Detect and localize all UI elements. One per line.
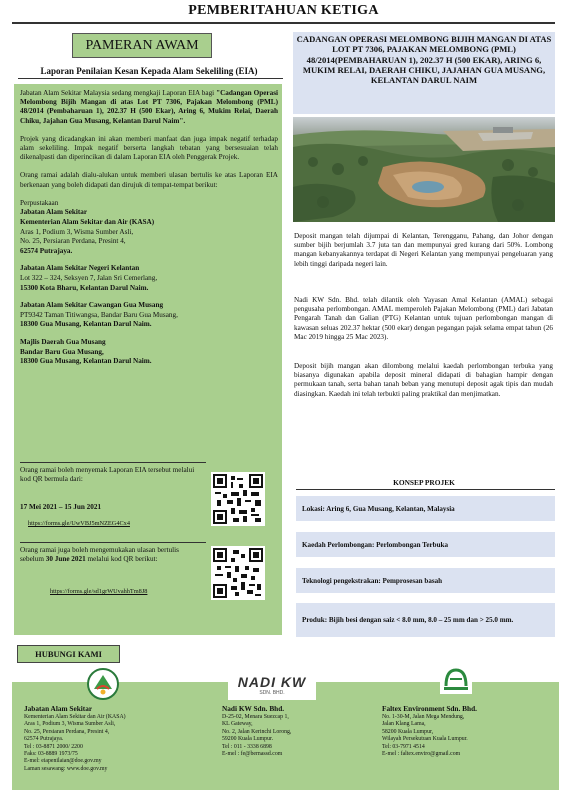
address-line: Majlis Daerah Gua Musang [20,337,106,346]
contact-line: E-mel : fe@bernassd.com [222,751,283,758]
left-info-panel [14,84,282,635]
qr2-deadline: 30 June 2021 [45,555,86,564]
hubungi-kami-heading: HUBUNGI KAMI [17,645,120,663]
address-line: 15300 Kota Bharu, Kelantan Darul Naim. [20,283,149,292]
contact-name: Nadi KW Sdn. Bhd. [222,704,285,713]
contact-jas [24,704,194,773]
project-title: CADANGAN OPERASI MELOMBONG BIJIH MANGAN DI ATAS LOT PT 7306, PAJAKAN MELOMBONG (PML) 48/2014(PEMBAHARUAN 1), 202.37 H (500 EKAR), ARING 6, MUKIM RELAI, DAERAH CHIKU, JAJAHAN GUA MUSANG, KELANTAN DARUL NAIM [293,32,555,114]
address-line: Lot 322 – 324, Seksyen 7, Jalan Sri Cemerlang, [20,273,158,282]
intro-paragraph [20,89,278,126]
contact-line: Aras 1, Podium 3, Wisma Sumber Asli, [24,721,116,728]
qr2-text-part: Orang ramai juga boleh mengemukakan ulasan bertulis sebelum [20,546,179,564]
divider [20,542,206,543]
contact-line: Tel: 03-7971 4514 [382,743,425,750]
contact-line: Kementerian Alam Sekitar dan Air (KASA) [24,714,126,720]
address-line: Perpustakaan [20,198,59,207]
address-line: No. 25, Persiaran Perdana, Presint 4, [20,237,126,246]
nadi-kw-logo-sub: SDN. BHD. [259,690,285,696]
konsep-lokasi: Lokasi: Aring 6, Gua Musang, Kelantan, Malaysia [296,496,555,521]
contact-footer [12,674,559,790]
contact-line: No. 25, Persiaran Perdana, Presint 4, [24,728,110,735]
address-majlis-daerah [20,338,278,367]
contact-nadi-kw [222,704,372,758]
contact-line: KL Gateway, [222,721,253,728]
contact-line: 58200 Kuala Lumpur, [382,728,434,735]
contact-line: Tel : 011 - 3338 6898 [222,743,272,750]
faltex-logo-icon [436,660,476,700]
pameran-awam-box: PAMERAN AWAM [72,33,212,58]
contact-faltex [382,704,557,758]
intro-text: Jabatan Alam Sekitar Malaysia sedang mengkaji Laporan EIA bagi [20,89,217,97]
intro-deposit-paragraph: Deposit mangan telah dijumpai di Kelantan, Terengganu, Pahang, dan Johor dengan sumber bijih berjumlah 3.7 juta tan dan mempunyai gred kurang dari 50%. Lombong mangan kebanyakannya terdapat di Negeri Kelantan yang mempunyai pengeluaran yang lebih tinggi daripada negeri lain. [294,232,553,268]
address-line: Bandar Baru Gua Musang, [20,347,104,356]
contact-line: No. 2, Jalan Kerinchi Lorong, [222,728,292,735]
mining-method-paragraph: Deposit bijih mangan akan dilombong melalui kaedah perlombongan terbuka yang biasanya digunakan apabila deposit mineral didapati di bahagian hampir dengan permukaan tanah, serta bahan tanah beban yang menutupi deposit agak tipis dan mudah diasingkan. Kaedah ini telah terbukti paling praktikal dan menjimatkan. [294,362,553,398]
contact-line: 62574 Putrajaya. [24,736,64,743]
contact-line: E-mel: eiapenilaian@doe.gov.my [24,758,102,765]
contact-line: Tel : 03-8871 2000/ 2200 [24,743,83,750]
nadi-kw-logo-icon [228,674,316,700]
qr-code-icon[interactable] [211,472,265,526]
qr2-text-part: melalui kod QR berikut: [85,555,158,564]
address-line: Jabatan Alam Sekitar Cawangan Gua Musang [20,301,164,310]
qr1-dates: 17 Mei 2021 – 15 Jun 2021 [20,503,102,511]
address-line: PT9342 Taman Titiwangsa, Bandar Baru Gua Musang, [20,310,178,319]
qr1-link[interactable]: https://forms.gle/UwVBJ5mNZEG4Cx4 [28,520,130,527]
address-line: Jabatan Alam Sekitar [20,208,88,217]
eia-title: Laporan Penilaian Kesan Kepada Alam Sekeliling (EIA) [40,66,258,76]
address-line: 18300 Gua Musang, Kelantan Darul Naim. [20,357,152,366]
contact-line: E-mel : faltex.enviro@gmail.com [382,751,461,758]
konsep-teknologi: Teknologi pengekstrakan: Pemprosesan basah [296,568,555,593]
qr2-link[interactable]: https://forms.gle/sd1grWUvahhTm8J8 [50,588,148,595]
divider [20,462,206,463]
contact-line: D-25-02, Menara Suezcap 1, [222,714,289,720]
address-line: 18300 Gua Musang, Kelantan Darul Naim. [20,320,152,329]
impact-paragraph: Projek yang dicadangkan ini akan memberi manfaat dan juga impak negatif terhadap alam sekeliling. Impak negatif berserta langkah tebatan yang bersesuaian telah dikenalpasti dan diperincikan di dalam Laporan EIA oleh Penggerak Projek. [20,134,278,162]
eia-title-rule [18,78,283,79]
contact-name: Faltex Environment Sdn. Bhd. [382,704,477,713]
jas-logo-icon [86,667,120,701]
konsep-produk: Produk: Bijih besi dengan saiz < 8.0 mm, 8.0 – 25 mm dan > 25.0 mm. [296,603,555,637]
contact-name: Jabatan Alam Sekitar [24,704,93,713]
page-title: PEMBERITAHUAN KETIGA [188,3,379,18]
invite-paragraph: Orang ramai adalah dialu-alukan untuk memberi ulasan bertulis ke atas Laporan EIA berkenaan yang boleh didapati dan dirujuk di tempat-tempat berikut: [20,171,278,189]
address-jas-kelantan [20,264,278,293]
konsep-projek-heading: KONSEP PROJEK [393,478,455,487]
contact-line: Faks: 03-8889 1973/75 [24,751,78,758]
contact-line: 59200 Kuala Lumpur. [222,736,274,743]
title-divider [12,22,555,24]
appointment-paragraph: Nadi KW Sdn. Bhd. telah dilantik oleh Yayasan Amal Kelantan (AMAL) sebagai pengusaha perlombongan. AMAL memperoleh Pajakan Melombong (PML) dari Jabatan Pengarah Tanah dan Galian (PTG) Kelantan untuk tujuan perlombongan mangan di kawasan seluas 202.37 hektar (500 ekar) dengan pegangan pajak selama empat tahun (26 Mac 2019 hingga 25 Mac 2023). [294,296,553,341]
address-line: Aras 1, Podium 3, Wisma Sumber Asli, [20,227,134,236]
konsep-kaedah: Kaedah Perlombongan: Perlombongan Terbuka [296,532,555,557]
contact-line: No. 1-30-M, Jalan Mega Mendung, [382,714,465,720]
address-jas-putrajaya [20,199,278,257]
address-line: Jabatan Alam Sekitar Negeri Kelantan [20,264,140,273]
address-line: Kementerian Alam Sekitar dan Air (KASA) [20,218,155,227]
qr-code-icon[interactable] [211,546,265,600]
contact-line: Laman sesawang: www.doe.gov.my [24,765,108,772]
contact-line: Wilayah Persekutuan Kuala Lumpur. [382,736,468,743]
nadi-kw-logo-text: NADI KW [237,674,307,690]
contact-line: Jalan Klang Lama, [382,721,426,728]
address-jas-gua-musang [20,301,278,330]
address-line: 62574 Putrajaya. [20,246,73,255]
qr2-text [20,546,200,564]
mine-site-photo [293,117,555,222]
divider [296,489,555,490]
qr1-text: Orang ramai boleh menyemak Laporan EIA tersebut melalui kod QR bermula dari: [20,466,195,484]
intro-project-name: "Cadangan Operasi Melombong Bijih Mangan di atas Lot PT 7306, Pajakan Melombong (PML) 48/2014 (Pembaharuan 1), 202.37 H (500 Ekar), Aring 6, Mukim Relai, Daerah Chiku, Jajahan Gua Musang, Kelantan Darul Naim". [20,89,278,125]
